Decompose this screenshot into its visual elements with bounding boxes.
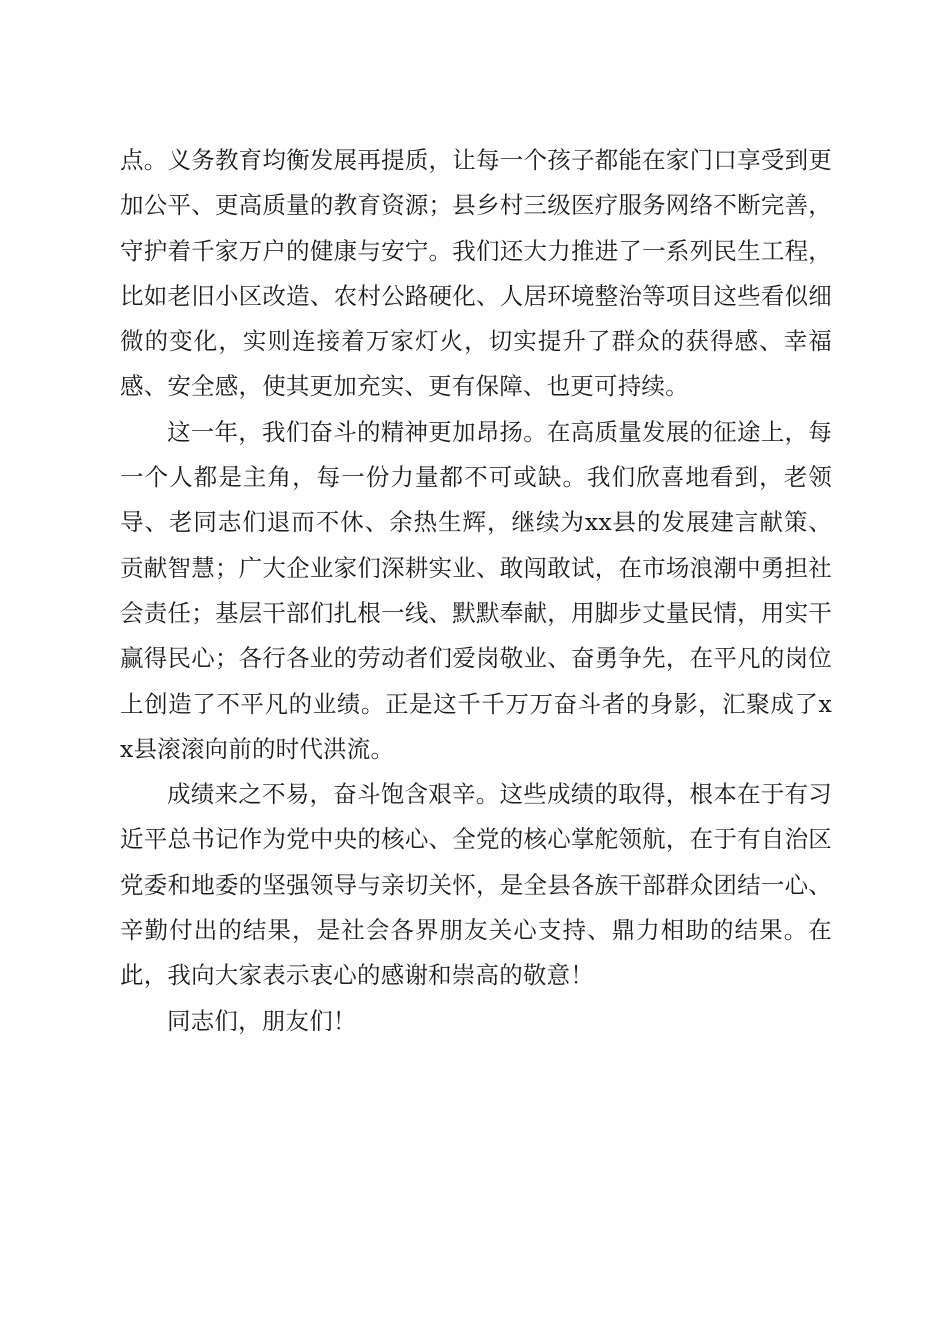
document-body — [120, 138, 832, 1044]
paragraph-salutation: 同志们，朋友们！ — [167, 1006, 357, 1035]
paragraph-continued: 点。义务教育均衡发展再提质，让每一个孩子都能在家门口享受到更加公平、更高质量的教育资源；县乡村三级医疗服务网络不断完善，守护着千家万户的健康与安宁。我们还大力推进了一系列民生工程，比如老旧小区改造、农村公路硬化、人居环境整治等项目这些看似细微的变化，实则连接着万家灯火，切实提升了群众的获得感、幸福感、安全感，使其更加充实、更有保障、也更可持续。 — [120, 146, 832, 401]
paragraph-struggle-spirit: 这一年，我们奋斗的精神更加昂扬。在高质量发展的征途上，每一个人都是主角，每一份力量都不可或缺。我们欣喜地看到，老领导、老同志们退而不休、余热生辉，继续为xx县的发展建言献策、贡献智慧；广大企业家们深耕实业、敢闯敢试，在市场浪潮中勇担社会责任；基层干部们扎根一线、默默奉献，用脚步丈量民情，用实干赢得民心；各行各业的劳动者们爱岗敬业、奋勇争先，在平凡的岗位上创造了不平凡的业绩。正是这千千万万奋斗者的身影，汇聚成了xx县滚滚向前的时代洪流。 — [120, 417, 832, 763]
paragraph-achievements-gratitude: 成绩来之不易，奋斗饱含艰辛。这些成绩的取得，根本在于有习近平总书记作为党中央的核心、全党的核心掌舵领航，在于有自治区党委和地委的坚强领导与亲切关怀，是全县各族干部群众团结一心、辛勤付出的结果，是社会各界朋友关心支持、鼎力相助的结果。在此，我向大家表示衷心的感谢和崇高的敬意！ — [120, 780, 832, 990]
